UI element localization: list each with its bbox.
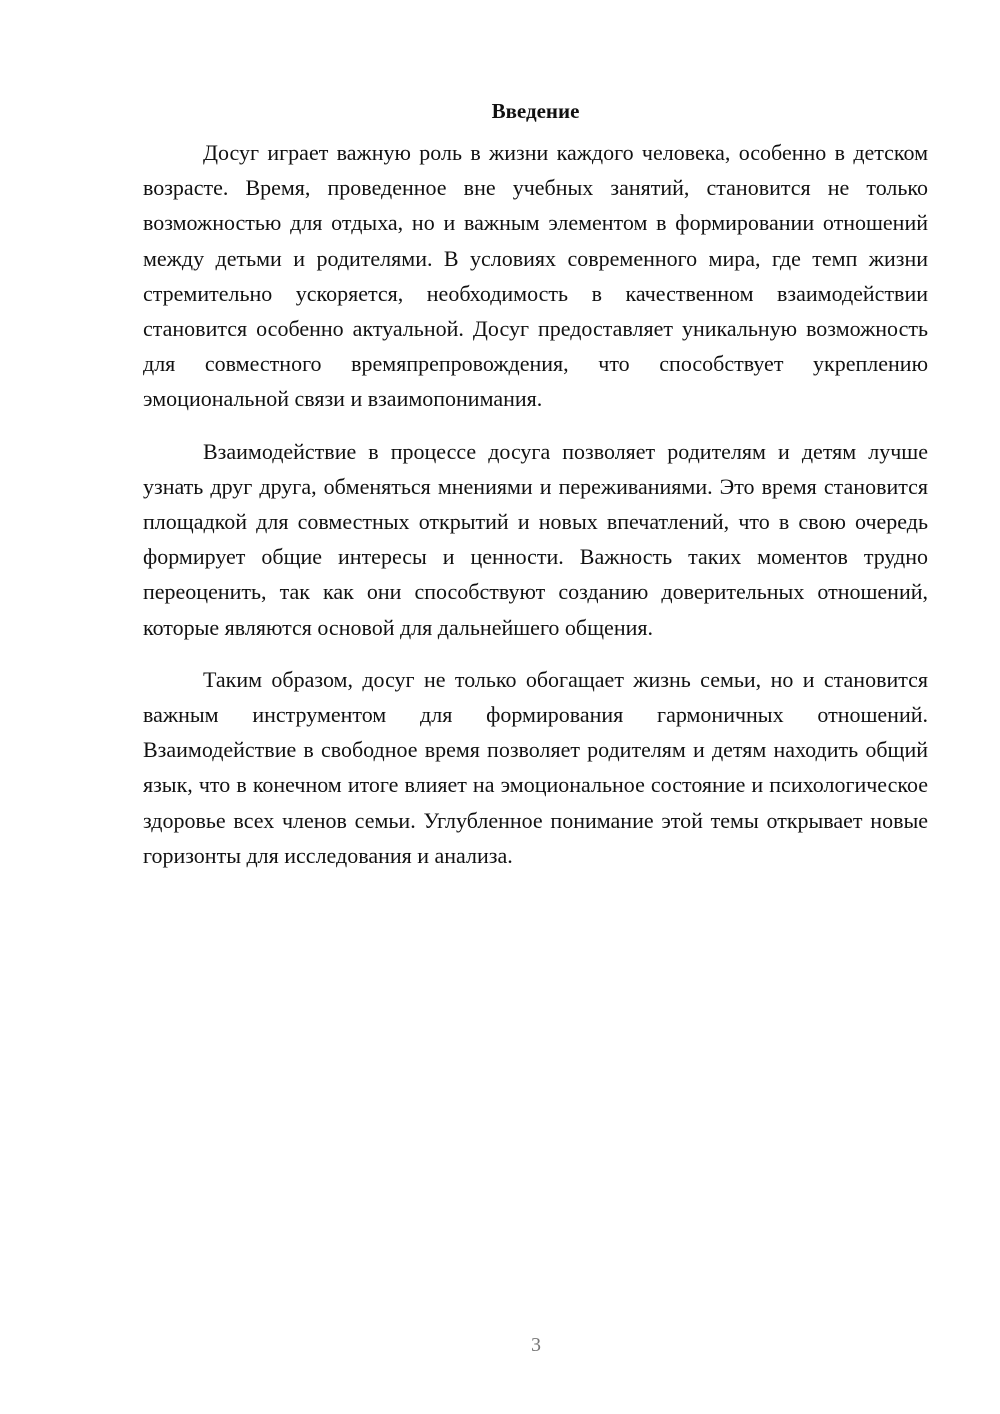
page-number: 3 — [531, 1334, 541, 1356]
paragraph-3: Таким образом, досуг не только обогащает жизнь семьи, но и становится важным инструментом для формирования гармоничных отношений. Взаимодействие в свободное время позволяет родителям и детям находить общий язык, что в конечном итоге влияет на эмоциональное состояние и психологическое здоровье всех членов семьи. Углубленное понимание этой темы открывает новые горизонты для исследования и анализа. — [143, 666, 928, 868]
section-title: Введение — [491, 99, 580, 123]
paragraph-1: Досуг играет важную роль в жизни каждого человека, особенно в детском возрасте. Время, проведенное вне учебных занятий, становится не только возможностью для отдыха, но и важным элементом в формировании отношений между детьми и родителями. В условиях современного мира, где темп жизни стремительно ускоряется, необходимость в качественном взаимодействии становится особенно актуальной. Досуг предоставляет уникальную возможность для совместного времяпрепровождения, что способствует укреплению эмоциональной связи и взаимопонимания. — [143, 140, 928, 412]
page-content — [143, 94, 928, 873]
paragraph-2: Взаимодействие в процессе досуга позволяет родителям и детям лучше узнать друг друга, обменяться мнениями и переживаниями. Это время становится площадкой для совместных открытий и новых впечатлений, что в свою очередь формирует общие интересы и ценности. Важность таких моментов трудно переоценить, так как они способствуют созданию доверительных отношений, которые являются основой для дальнейшего общения. — [143, 438, 928, 640]
